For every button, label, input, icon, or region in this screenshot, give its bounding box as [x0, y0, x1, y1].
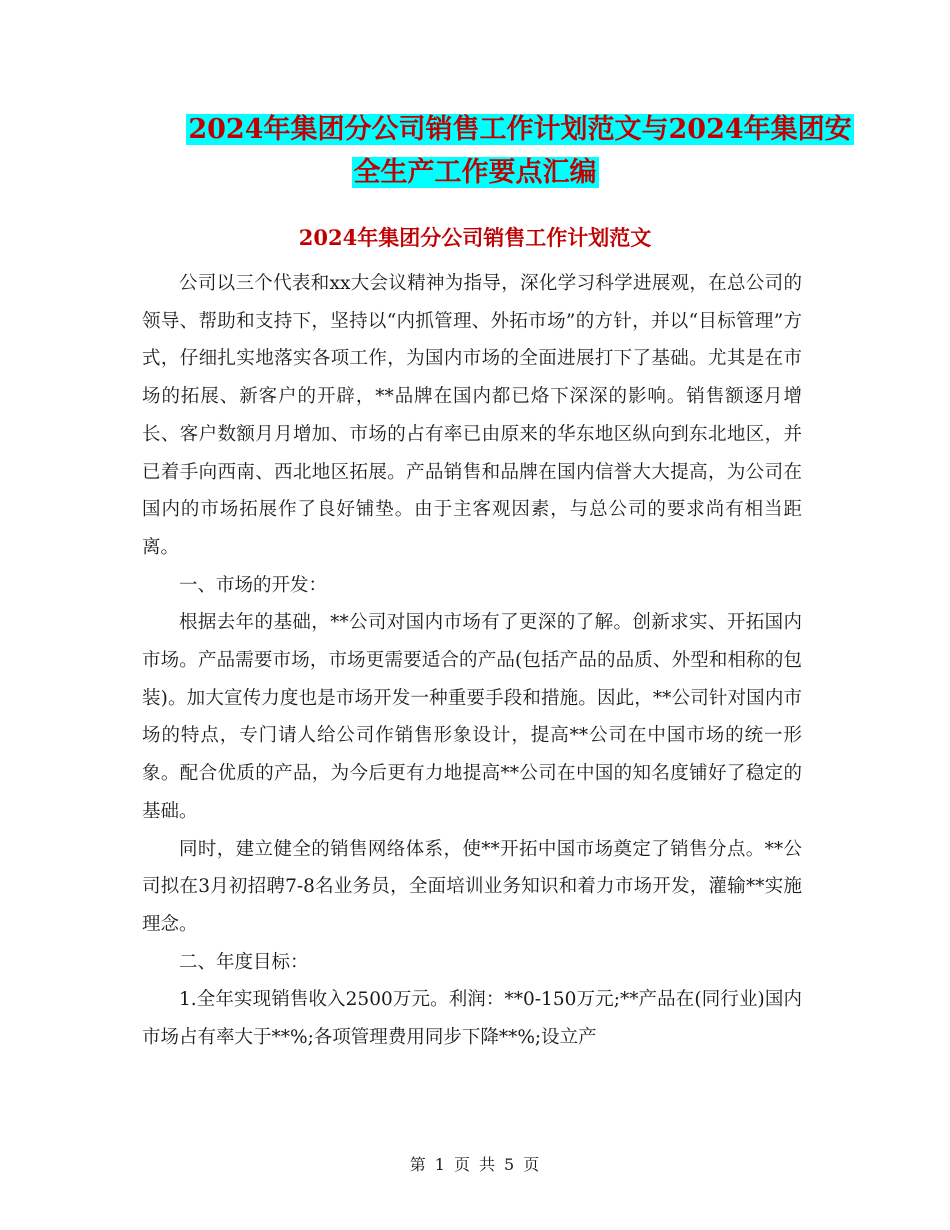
heading-annual-goals: 二、年度目标： [179, 951, 309, 973]
footer-total-word: 共 [479, 1155, 497, 1174]
paragraph-goal-1: 1.全年实现销售收入2500万元。利润：**0-150万元;**产品在(同行业)国内市场占有率大于**%;各项管理费用同步下降**%;设立产 [142, 989, 802, 1049]
footer-suffix: 页 [523, 1155, 541, 1174]
title-highlight-2: 全生产工作要点汇编 [353, 157, 597, 188]
section-title: 2024年集团分公司销售工作计划范文 [298, 225, 652, 250]
paragraph-sales-network: 同时，建立健全的销售网络体系，使**开拓中国市场奠定了销售分点。**公司拟在3月初招聘7-8名业务员，全面培训业务知识和着力市场开发，灌输**实施理念。 [142, 838, 802, 935]
footer-page-current: 1 [434, 1155, 446, 1174]
paragraph-market-development: 根据去年的基础，**公司对国内市场有了更深的了解。创新求实、开拓国内市场。产品需要市场，市场更需要适合的产品(包括产品的品质、外型和相称的包装)。加大宣传力度也是市场开发一种重要手段和措施。因此，**公司针对国内市场的特点，专门请人给公司作销售形象设计，提高**公司在中国市场的统一形象。配合优质的产品，为今后更有力地提高**公司在中国的知名度铺好了稳定的基础。 [142, 612, 802, 822]
paragraph-intro: 公司以三个代表和xx大会议精神为指导，深化学习科学进展观，在总公司的领导、帮助和支持下，坚持以“内抓管理、外拓市场”的方针，并以“目标管理”方式，仔细扎实地落实各项工作，为国内市场的全面进展打下了基础。尤其是在市场的拓展、新客户的开辟，**品牌在国内都已烙下深深的影响。销售额逐月增长、客户数额月月增加、市场的占有率已由原来的华东地区纵向到东北地区，并已着手向西南、西北地区拓展。产品销售和品牌在国内信誉大大提高，为公司在国内的市场拓展作了良好铺垫。由于主客观因素，与总公司的要求尚有相当距离。 [142, 273, 802, 558]
document-body [142, 265, 802, 1057]
page-footer [0, 1152, 950, 1175]
footer-page-word: 页 [453, 1155, 471, 1174]
footer-page-total: 5 [504, 1155, 516, 1174]
document-title-line2 [0, 153, 950, 193]
title-highlight-1: 2024年集团分公司销售工作计划范文与2024年集团安 [188, 114, 852, 145]
footer-prefix: 第 [409, 1155, 427, 1174]
heading-market-development: 一、市场的开发： [179, 574, 328, 596]
document-title-line1 [45, 110, 950, 150]
